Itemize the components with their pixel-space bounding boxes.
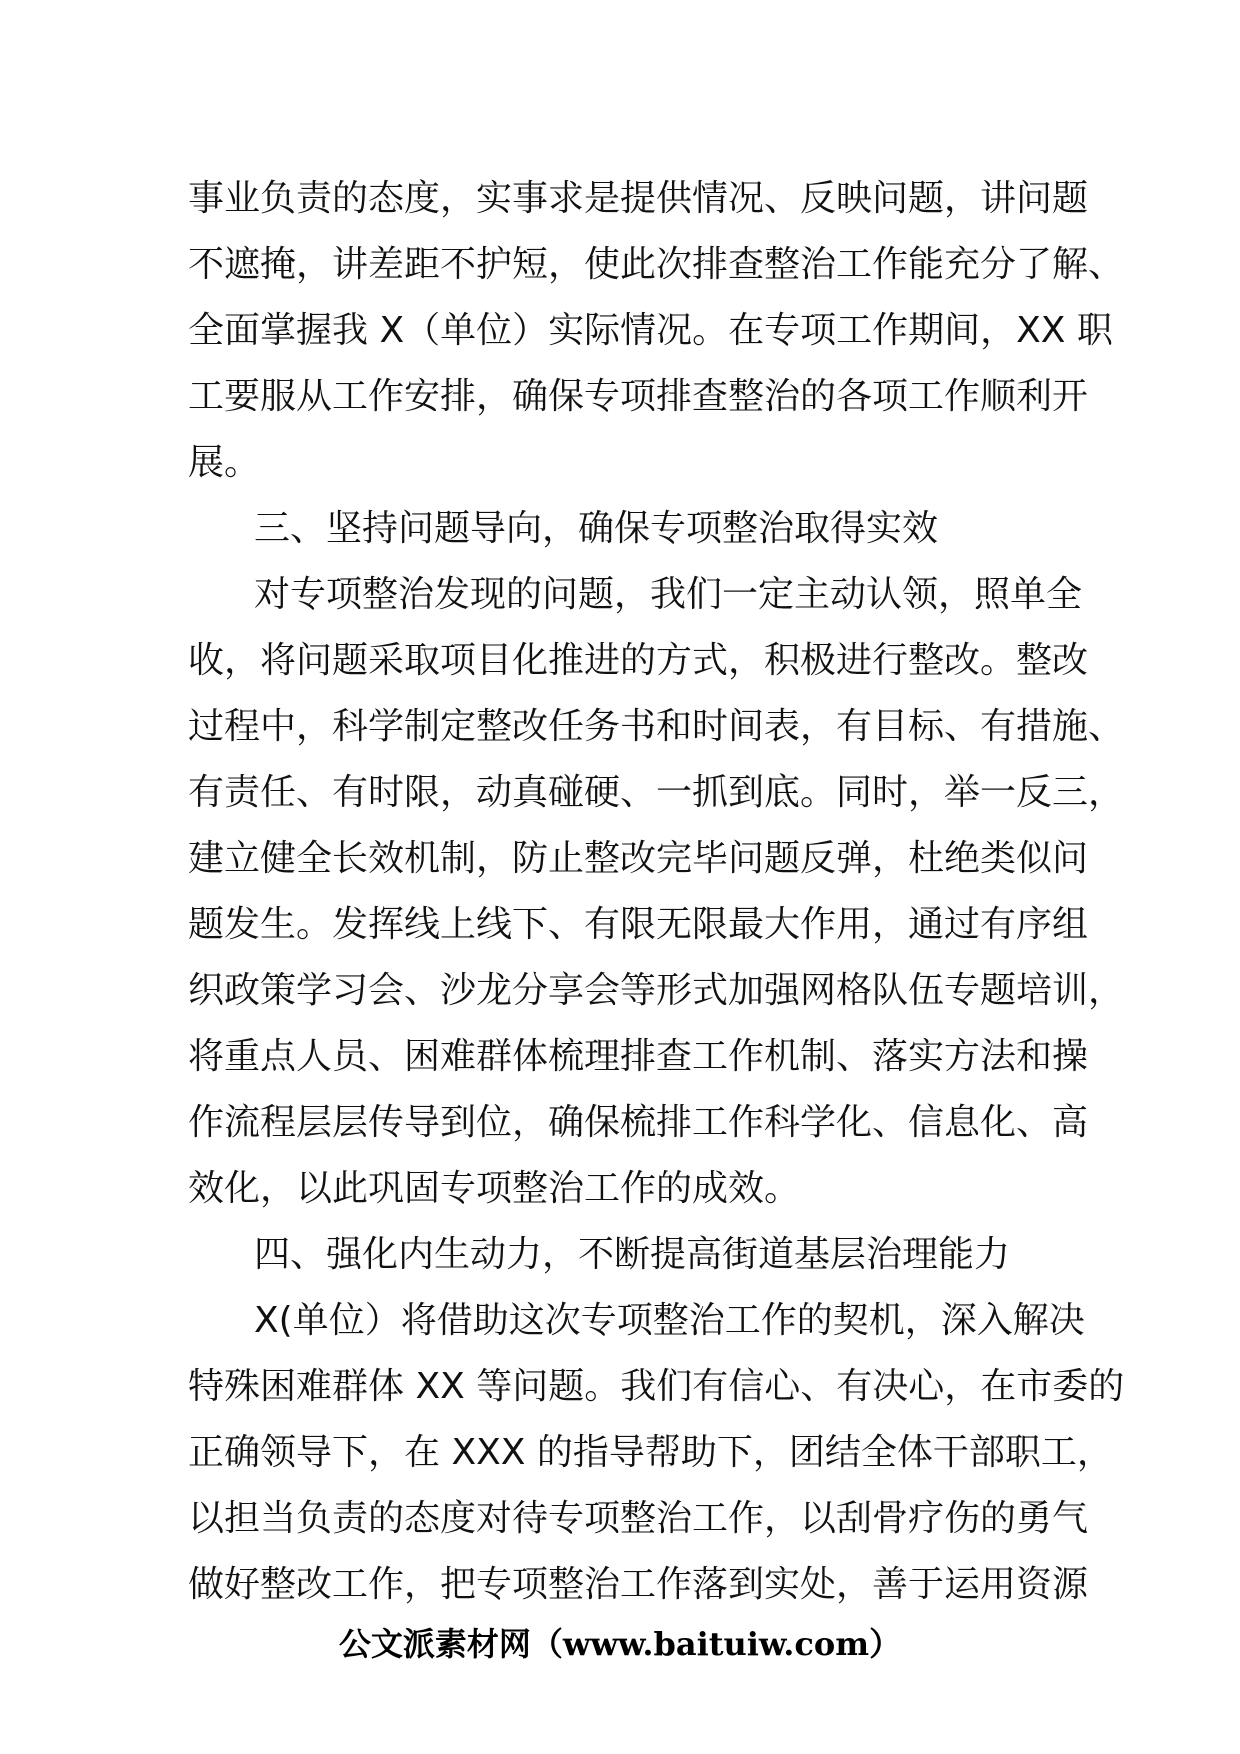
- paragraph-first-line: X(单位）将借助这次专项整治工作的契机，深入解决: [254, 1300, 1085, 1341]
- paragraph-first-line: 对专项整治发现的问题，我们一定主动认领，照单全: [254, 574, 1083, 615]
- body-line: 作流程层层传导到位，确保梳排工作科学化、信息化、高: [188, 1102, 1089, 1143]
- document-body: [188, 166, 1125, 1618]
- section-heading-3: 三、坚持问题导向，确保专项整治取得实效: [254, 508, 939, 549]
- body-line: 展。: [188, 442, 261, 483]
- body-line: 建立健全长效机制，防止整改完毕问题反弹，杜绝类似问: [188, 838, 1089, 879]
- body-line: 题发生。发挥线上线下、有限无限最大作用，通过有序组: [188, 904, 1089, 945]
- body-line: 效化，以此巩固专项整治工作的成效。: [188, 1168, 801, 1209]
- body-line: 事业负责的态度，实事求是提供情况、反映问题，讲问题: [188, 178, 1089, 219]
- body-line: 有责任、有时限，动真碰硬、一抓到底。同时，举一反三，: [188, 772, 1125, 813]
- source-footer: 公文派素材网（www.baituiw.com）: [338, 1625, 902, 1663]
- body-line: 以担当负责的态度对待专项整治工作，以刮骨疗伤的勇气: [188, 1498, 1089, 1539]
- body-line: 特殊困难群体 XX 等问题。我们有信心、有决心，在市委的: [188, 1366, 1125, 1407]
- body-line: 将重点人员、困难群体梳理排查工作机制、落实方法和操: [188, 1036, 1089, 1077]
- body-line: 不遮掩，讲差距不护短，使此次排查整治工作能充分了解、: [188, 244, 1125, 285]
- body-line: 织政策学习会、沙龙分享会等形式加强网格队伍专题培训，: [188, 970, 1125, 1011]
- body-line: 全面掌握我 X（单位）实际情况。在专项工作期间，XX 职: [188, 310, 1113, 351]
- body-line: 过程中，科学制定整改任务书和时间表，有目标、有措施、: [188, 706, 1125, 747]
- body-line: 正确领导下，在 XXX 的指导帮助下，团结全体干部职工，: [188, 1432, 1113, 1473]
- body-line: 收，将问题采取项目化推进的方式，积极进行整改。整改: [188, 640, 1089, 681]
- section-heading-4: 四、强化内生动力，不断提高街道基层治理能力: [254, 1234, 1011, 1275]
- body-line: 工要服从工作安排，确保专项排查整治的各项工作顺利开: [188, 376, 1089, 417]
- body-line: 做好整改工作，把专项整治工作落到实处，善于运用资源: [188, 1564, 1089, 1605]
